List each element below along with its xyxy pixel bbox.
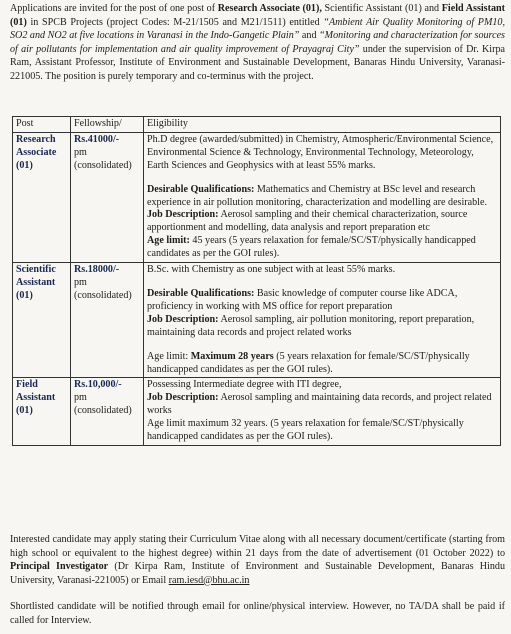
fellowship-unit: pm [74,276,87,288]
eligibility-cell [144,378,501,446]
post-cell [13,263,71,378]
age-limit-label: Age limit: [147,235,190,247]
desirable-label: Desirable Qualifications: [147,287,255,299]
table-row [13,263,501,378]
job-description-label: Job Description: [147,209,219,221]
desirable-text: Mathematics and Chemistry at BSc level and research experience in air pollution monitoring, characterization and modelling are desirable. [147,183,487,208]
post-name: Research Associate (01) [16,133,57,171]
post-name: Scientific Assistant (01) [16,264,56,301]
age-limit-prefix: Age limit: [147,350,191,362]
project-title-1: “Ambient Air Quality Monitoring of PM10, SO2 and NO2 at five locations in Varanasi in the Indo-Gangetic Plain” [10,16,505,42]
job-description-text: Aerosol sampling and maintaining data records, and project related works [147,392,492,417]
eligibility-cell [144,263,501,378]
post-cell [13,132,71,262]
table-header-row [13,117,501,133]
principal-investigator: Principal Investigator [10,561,109,573]
instructions-text: Interested candidate may apply stating their Curriculum Vitae along with all necessary document/certificate (starting from high school or equivalent to the highest degree) within 21 days from the date of advertisement (01 October 2022) to [10,534,505,559]
fellowship-cell [71,378,144,446]
fellowship-unit: pm [74,392,87,404]
positions-table [12,116,501,446]
age-limit-text: (5 years relaxation for female/SC/ST/physically handicapped candidates as per the GOI rules). [147,350,470,375]
age-limit-bold: Maximum 28 years [190,350,274,362]
eligibility-cell [144,132,501,262]
desirable-label: Desirable Qualifications: [147,183,255,195]
eligibility-text: Ph.D degree (awarded/submitted) in Chemistry, Atmospheric/Environmental Science, Environmental Science & Technology, Environmental Technology, Meteorology, Earth Sciences and Geophysics with at least 55% marks. [147,133,494,171]
email-link[interactable]: ram.iesd@bhu.ac.in [168,574,250,586]
header-post: Post [13,117,71,133]
fellowship-note: (consolidated) [74,405,132,417]
job-description-text: Aerosol sampling and their chemical characterization, source apportionment and modelling, data analysis and report preparation etc [147,209,468,234]
fellowship-note: (consolidated) [74,289,132,301]
age-limit-text: 45 years (5 years relaxation for female/SC/ST/physically handicapped candidates as per the GOI rules). [147,235,476,260]
post-name: Field Assistant (01) [16,379,56,417]
fellowship-cell [71,263,144,378]
post-cell [13,378,71,446]
job-description-label: Job Description: [147,392,219,404]
intro-text: under the supervision of Dr. Kirpa Ram, Assistant Professor, Institute of Environment and Sustainable Development, Banaras Hindu University, Varanasi-221005. The position is purely temporary and co-terminus with the project. [10,43,505,82]
instructions-text: (Dr Kirpa Ram, Institute of Environment and Sustainable Development, Banaras Hindu University, Varanasi-221005) or Email [10,561,505,586]
intro-text: Applications are invited for the post of one post of [10,3,218,14]
table-row [13,378,501,446]
interview-note: Shortlisted candidate will be notified through email for online/physical interview. However, no TA/DA shall be paid if called for Interview. [10,601,505,626]
eligibility-text: B.Sc. with Chemistry as one subject with at least 55% marks. [147,264,396,276]
desirable-text: Basic knowledge of computer course like ADCA, proficiency in working with MS office for report preparation [147,287,458,312]
fellowship-note: (consolidated) [74,159,132,171]
fellowship-amount: Rs.18000/- [74,264,120,276]
header-eligibility: Eligibility [144,117,501,133]
intro-research-associate: Research Associate (01), [217,3,322,14]
intro-text: in SPCB Projects (project Codes: M-21/1505 and M21/1511) entitled [26,16,324,28]
fellowship-cell [71,132,144,262]
application-instructions [10,533,505,587]
table-row [13,132,501,262]
intro-text: and [299,30,320,42]
intro-field-assistant: Field Assistant (01) [10,3,505,28]
intro-text: Scientific Assistant (01) and [321,3,442,14]
header-fellowship: Fellowship/ [71,117,144,133]
job-description-text: Aerosol sampling, air pollution monitoring, report preparation, maintaining data records and project related works [147,313,475,338]
project-title-2: “Monitoring and characterization for sources of air pollutants for implementation and air quality improvement of Prayagraj City” [10,30,505,55]
fellowship-unit: pm [74,146,87,158]
fellowship-amount: Rs.41000/- [74,133,120,145]
job-description-label: Job Description: [147,313,219,325]
intro-paragraph [10,2,505,84]
fellowship-amount: Rs.10,000/- [74,379,122,391]
eligibility-text: Possessing Intermediate degree with ITI degree, [147,379,342,391]
age-limit-text: Age limit maximum 32 years. (5 years relaxation for female/SC/ST/physically handicapped candidates as per the GOI rules). [147,418,464,443]
